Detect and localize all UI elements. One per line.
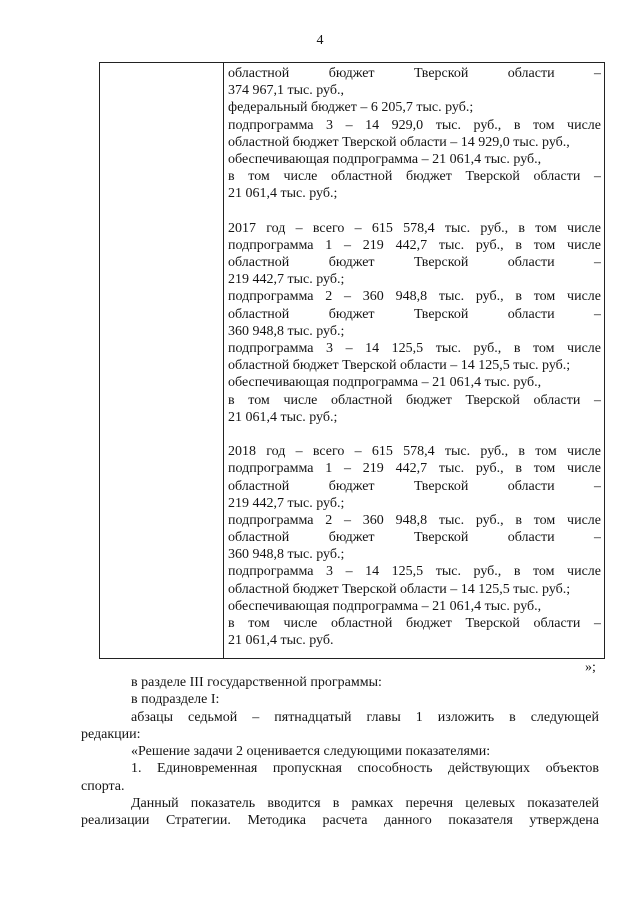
table-text-line: подпрограмма 3 – 14 929,0 тыс. руб., в том числе [228, 117, 601, 133]
table-text-line: областной бюджет Тверской области – [228, 66, 601, 81]
paragraph-indicator-1-line2: спорта. [81, 778, 125, 794]
table-cell-funding-text [228, 65, 601, 649]
document-body [81, 674, 599, 830]
table-text-line: 219 442,7 тыс. руб.; [228, 495, 345, 511]
table-text-line: обеспечивающая подпрограмма – 21 061,4 тыс. руб., [228, 375, 542, 391]
table-text-line: 2017 год – всего – 615 578,4 тыс. руб., в том числе [228, 220, 601, 236]
paragraph-paragraphs-replace-line2: редакции: [81, 726, 141, 742]
table-text-line: 219 442,7 тыс. руб.; [228, 272, 345, 288]
table-text-line: областной бюджет Тверской области – 14 125,5 тыс. руб.; [228, 581, 571, 597]
table-text-line: 360 948,8 тыс. руб.; [228, 323, 345, 339]
paragraph-strategy-line1: Данный показатель вводится в рамках перечня целевых показателей [131, 796, 599, 812]
paragraph-paragraphs-replace-line1: абзацы седьмой – пятнадцатый главы 1 изложить в следующей [131, 709, 599, 725]
table-text-line: 21 061,4 тыс. руб.; [228, 186, 338, 202]
table-text-line: областной бюджет Тверской области – [228, 530, 601, 546]
table-text-line: подпрограмма 3 – 14 125,5 тыс. руб., в том числе [228, 564, 601, 580]
closing-quote: »; [585, 660, 596, 675]
table-text-line: областной бюджет Тверской области – 14 929,0 тыс. руб., [228, 134, 570, 150]
table-text-line: обеспечивающая подпрограмма – 21 061,4 тыс. руб., [228, 151, 542, 167]
table-text-line: обеспечивающая подпрограмма – 21 061,4 тыс. руб., [228, 598, 542, 614]
table-text-line: подпрограмма 1 – 219 442,7 тыс. руб., в том числе [228, 461, 601, 477]
table-text-line: федеральный бюджет – 6 205,7 тыс. руб.; [228, 100, 474, 116]
paragraph-section-iii: в разделе III государственной программы: [131, 675, 382, 690]
paragraph-indicator-1-line1: 1. Единовременная пропускная способность действующих объектов [131, 761, 599, 777]
table-text-line: областной бюджет Тверской области – [228, 478, 601, 494]
table-text-line: областной бюджет Тверской области – [228, 306, 601, 322]
table-text-line: 2018 год – всего – 615 578,4 тыс. руб., в том числе [228, 444, 601, 460]
paragraph-task-2: «Решение задачи 2 оценивается следующими показателями: [131, 744, 491, 760]
table-text-line: подпрограмма 1 – 219 442,7 тыс. руб., в том числе [228, 237, 601, 253]
table-blank-line [228, 426, 601, 443]
table-text-line: 374 967,1 тыс. руб., [228, 83, 344, 99]
table-column-divider [223, 63, 224, 658]
table-text-line: в том числе областной бюджет Тверской области – [228, 616, 601, 631]
table-text-line: областной бюджет Тверской области – 14 125,5 тыс. руб.; [228, 358, 571, 374]
page-number: 4 [316, 33, 324, 48]
paragraph-strategy-line2: реализации Стратегии. Методика расчета данного показателя утверждена [81, 813, 599, 829]
funding-table [99, 62, 605, 659]
table-text-line: областной бюджет Тверской области – [228, 255, 601, 271]
table-text-line: подпрограмма 2 – 360 948,8 тыс. руб., в том числе [228, 512, 601, 528]
table-text-line: в том числе областной бюджет Тверской области – [228, 169, 601, 185]
table-text-line: подпрограмма 2 – 360 948,8 тыс. руб., в том числе [228, 289, 601, 305]
table-text-line: 21 061,4 тыс. руб. [228, 633, 334, 649]
paragraph-subsection-i: в подразделе I: [131, 692, 220, 708]
table-text-line: подпрограмма 3 – 14 125,5 тыс. руб., в том числе [228, 341, 601, 356]
table-text-line: 21 061,4 тыс. руб.; [228, 409, 338, 425]
table-text-line: 360 948,8 тыс. руб.; [228, 547, 345, 563]
table-blank-line [228, 203, 601, 220]
table-text-line: в том числе областной бюджет Тверской области – [228, 392, 601, 408]
